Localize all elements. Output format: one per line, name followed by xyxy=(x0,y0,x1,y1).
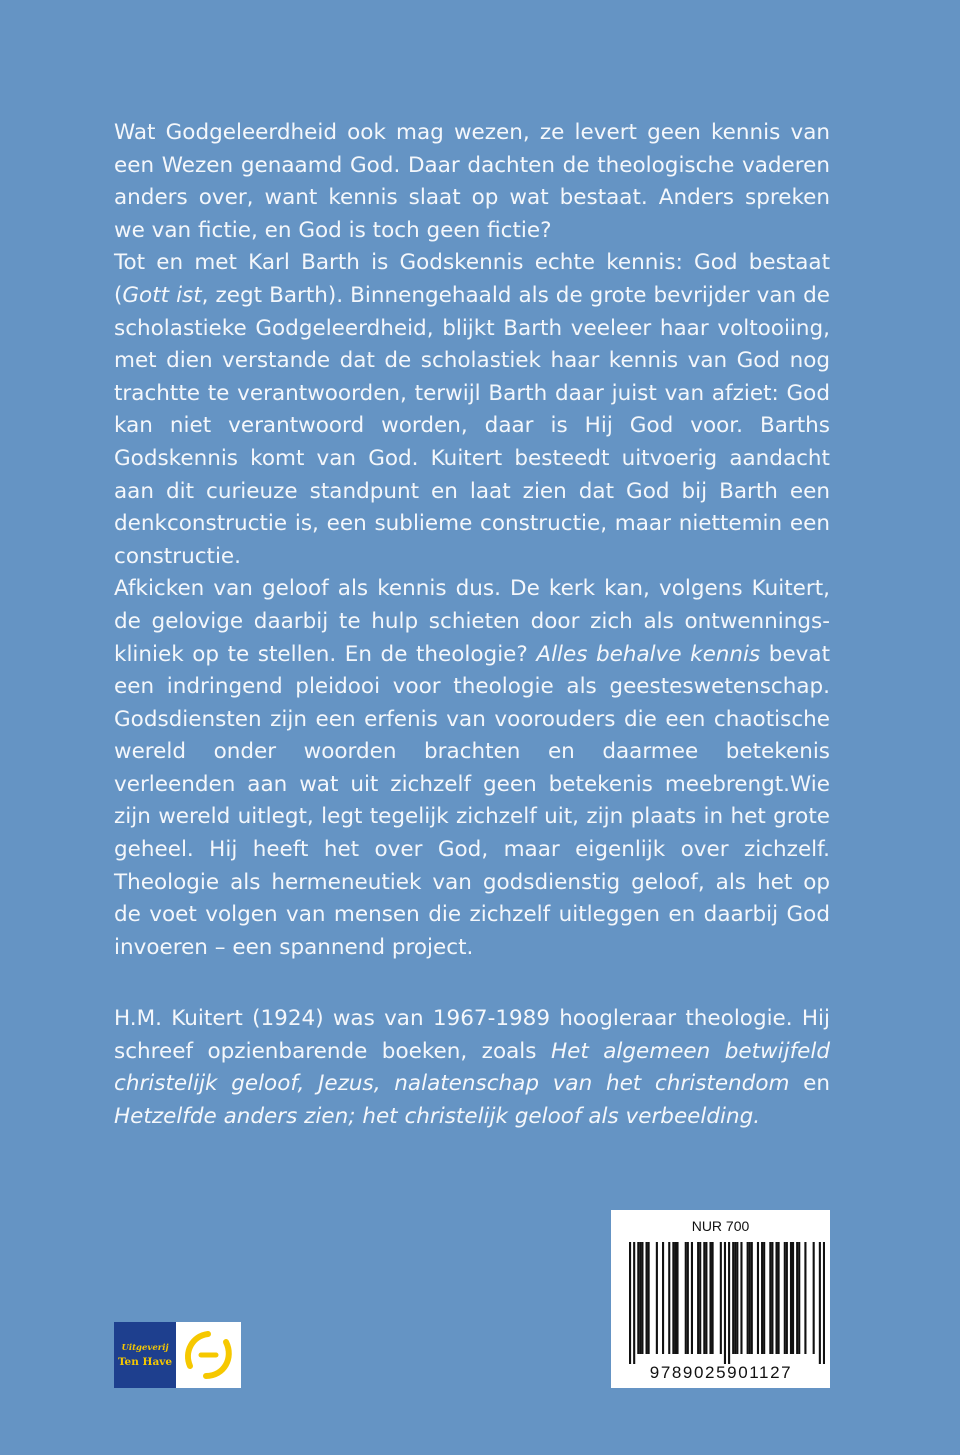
barcode-bar xyxy=(732,1242,734,1354)
barcode-bar xyxy=(705,1242,707,1354)
barcode-bar xyxy=(751,1242,753,1354)
barcode-bar xyxy=(757,1242,759,1354)
description-paragraph xyxy=(114,247,830,573)
barcode-bar xyxy=(668,1242,670,1354)
author-bio-paragraph xyxy=(114,1003,830,1133)
text-run: bevat een indringend pleidooi voor theologie als geesteswetenschap. Godsdiensten zijn een erfenis van voorouders die een chaotische wereld onder woorden brachten en daarmee betekenis verleenden aan wat uit zichzelf geen betekenis meebrengt.Wie zijn wereld uitlegt, legt tegelijk zichzelf uit, zijn plaats in het grote geheel. Hij heeft het over God, maar eigenlijk over zichzelf. Theologie als hermeneutiek van godsdienstig geloof, als het op de voet volgen van mensen die zichzelf uitleggen en daarbij God invoeren – een spannend project. xyxy=(114,641,830,960)
text-run: en xyxy=(789,1071,830,1097)
nur-label: NUR 700 xyxy=(691,1218,750,1234)
barcode-bar xyxy=(790,1242,792,1354)
text-run: H.M. Kuitert (1924) was van 1967-1989 hoogleraar theologie. Hij schreef opzienbarende boeken, zoals xyxy=(114,1006,830,1064)
barcode-bar xyxy=(775,1242,777,1354)
barcode-bar xyxy=(749,1242,751,1354)
barcode-bar xyxy=(734,1242,736,1354)
barcode-bar xyxy=(736,1242,738,1354)
barcode-bar xyxy=(648,1242,650,1354)
barcode-bar xyxy=(697,1242,699,1354)
barcode-bar xyxy=(724,1242,726,1364)
barcode-bar xyxy=(676,1242,678,1354)
barcode-bar xyxy=(819,1242,821,1364)
barcode-bar xyxy=(672,1242,674,1354)
barcode-bar xyxy=(784,1242,786,1354)
barcode-bar xyxy=(823,1242,825,1364)
ten-have-h-logo-icon xyxy=(176,1322,241,1388)
text-run: Tot en met Karl Barth is Godskennis echte kennis: God bestaat ( xyxy=(114,250,830,308)
back-cover-description xyxy=(114,117,830,964)
description-paragraph xyxy=(114,573,830,964)
barcode-box xyxy=(611,1210,830,1388)
barcode-bar xyxy=(769,1242,771,1354)
italic-text: Alles behalve kennis xyxy=(536,641,761,667)
book-title: Het algemeen betwijfeld christelijk geloof, Jezus, nalatenschap van het christendom xyxy=(114,1038,830,1097)
barcode-bar xyxy=(796,1242,798,1354)
barcode-bar xyxy=(778,1242,780,1354)
barcode-bar xyxy=(629,1242,631,1364)
barcode-bar xyxy=(674,1242,676,1354)
barcode-bar xyxy=(639,1242,641,1354)
barcode-bar xyxy=(641,1242,643,1354)
barcode-bar xyxy=(633,1242,635,1364)
barcode-bar xyxy=(747,1242,749,1354)
barcode-bar xyxy=(691,1242,693,1354)
barcode-bar xyxy=(763,1242,765,1354)
barcode-bar xyxy=(699,1242,701,1354)
publisher-line2: Ten Have xyxy=(117,1356,173,1368)
barcode-bar xyxy=(662,1242,664,1354)
publisher-name-block xyxy=(114,1322,176,1388)
barcode-bar xyxy=(685,1242,687,1354)
barcode-bar xyxy=(709,1242,711,1354)
barcode-bar xyxy=(813,1242,815,1354)
text-run: Wat Godgeleerdheid ook mag wezen, ze levert geen kennis van een Wezen genaamd God. Daar dachten de theologische vaderen anders over, want kennis slaat op wat bestaat. Anders spreken we van fictie, en God is toch geen fictie? xyxy=(114,120,830,243)
barcode-bar xyxy=(740,1242,742,1354)
barcode-bar xyxy=(728,1242,730,1364)
barcode-bar xyxy=(761,1242,763,1354)
barcode-bar xyxy=(637,1242,639,1354)
barcode-bar xyxy=(646,1242,648,1354)
barcode-bar xyxy=(703,1242,705,1354)
italic-text: Gott ist xyxy=(122,282,202,308)
barcode-bar xyxy=(804,1242,806,1354)
barcode-bar xyxy=(792,1242,794,1354)
barcode-bar xyxy=(720,1242,722,1354)
publisher-logo xyxy=(114,1322,241,1388)
author-bio xyxy=(114,1003,830,1133)
description-paragraph xyxy=(114,117,830,247)
text-run: , zegt Barth). Binnengehaald als de grote bevrijder van de scholastieke Godgeleerdheid, blijkt Barth veeleer haar voltooiing, met dien verstande dat de scholastiek haar kennis van God nog trachtte te verantwoorden, terwijl Barth daar juist van afziet: God kan niet verantwoord worden, daar is Hij God voor. Barths Godskennis komt van God. Kuitert besteedt uitvoerig aandacht aan dit curieuze standpunt en laat zien dat God bij Barth een denkconstructie is, een sublieme constructie, maar niettemin een constructie. xyxy=(114,282,830,569)
publisher-line1: Uitgeverij xyxy=(121,1343,169,1353)
barcode-bar xyxy=(786,1242,788,1354)
barcode-bar xyxy=(656,1242,658,1354)
barcode-bar xyxy=(712,1242,714,1354)
book-title: Hetzelfde anders zien; het christelijk geloof als verbeelding. xyxy=(114,1103,761,1129)
isbn-number: 9789025901127 xyxy=(649,1363,793,1382)
text-run: Afkicken van geloof als kennis dus. De kerk kan, volgens Kuitert, de gelovige daarbij te hulp schieten door zich als ontwenningskliniek op te stellen. En de theologie? xyxy=(114,576,830,667)
barcode-bar xyxy=(771,1242,773,1354)
barcode-bars xyxy=(629,1242,825,1364)
barcode-bar xyxy=(687,1242,689,1354)
barcode-bar xyxy=(798,1242,800,1354)
